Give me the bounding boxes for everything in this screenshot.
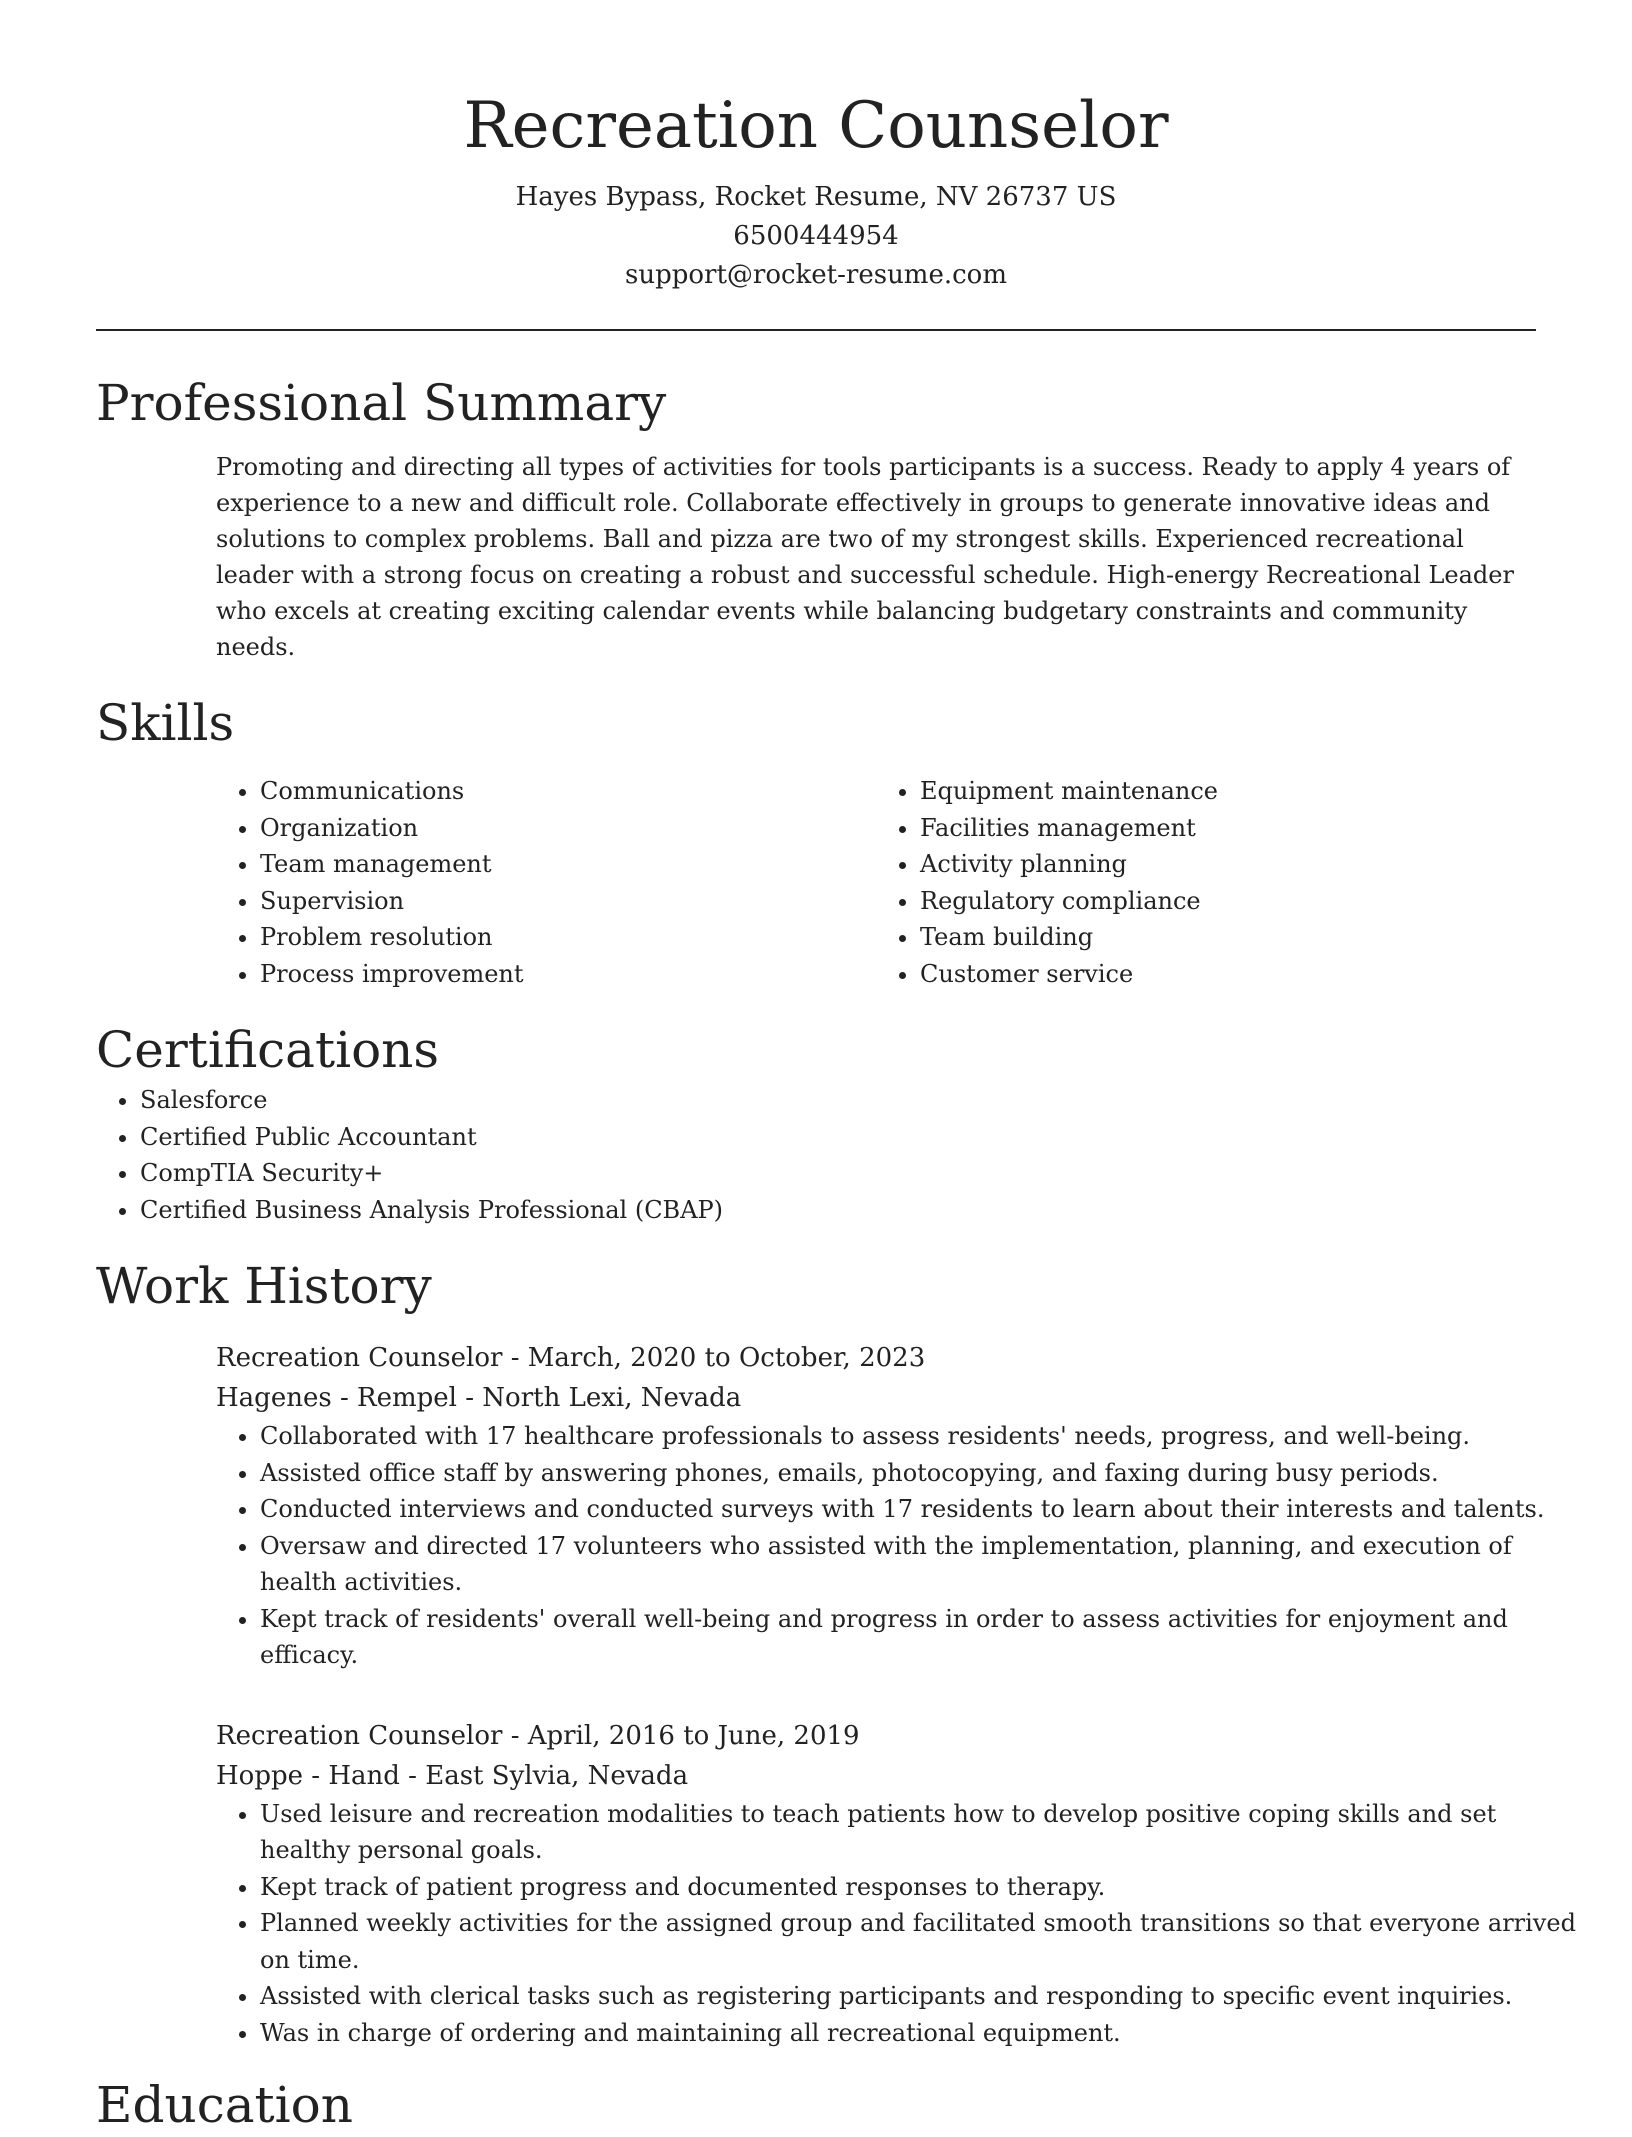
job-separator: - bbox=[502, 1343, 528, 1373]
skill-item: • Customer service bbox=[920, 956, 1536, 993]
resume-page bbox=[96, 0, 1576, 2137]
job-title-line bbox=[216, 1338, 1536, 1378]
job-duty: • Was in charge of ordering and maintaining all recreational equipment. bbox=[260, 2015, 1580, 2052]
certification-item: • Certified Public Accountant bbox=[140, 1119, 1536, 1156]
certification-item: • Certified Business Analysis Professional (CBAP) bbox=[140, 1192, 1536, 1229]
job-duty: • Conducted interviews and conducted surveys with 17 residents to learn about their interests and talents. bbox=[260, 1491, 1580, 1528]
skill-item: • Facilities management bbox=[920, 810, 1536, 847]
skill-item: • Team management bbox=[260, 846, 876, 883]
summary-text: Promoting and directing all types of activities for tools participants is a success. Ready to apply 4 years of experience to a new and difficult role. Collaborate effectively in groups to generate innovative ideas and solutions to complex problems. Ball and pizza are two of my strongest skills. Experienced recreational leader with a strong focus on creating a robust and successful schedule. High-energy Recreational Leader who excels at creating exciting calendar events while balancing budgetary constraints and community needs. bbox=[216, 453, 1514, 661]
job-duties-list bbox=[216, 1796, 1580, 2052]
header-divider bbox=[96, 329, 1536, 331]
job-duty: • Used leisure and recreation modalities to teach patients how to develop positive coping skills and set healthy personal goals. bbox=[260, 1796, 1580, 1869]
job-dates: April, 2016 to June, 2019 bbox=[527, 1720, 860, 1751]
job-company: Hoppe - Hand bbox=[216, 1760, 400, 1791]
skill-item: • Communications bbox=[260, 773, 876, 810]
job-location: East Sylvia, Nevada bbox=[425, 1760, 689, 1791]
job-title: Recreation Counselor bbox=[216, 1343, 503, 1373]
job-location: North Lexi, Nevada bbox=[482, 1383, 742, 1413]
job-company-line bbox=[216, 1378, 1536, 1418]
job-duty: • Kept track of patient progress and documented responses to therapy. bbox=[260, 1869, 1580, 1906]
job-separator: - bbox=[502, 1720, 528, 1751]
job-company: Hagenes - Rempel bbox=[216, 1383, 457, 1413]
education-heading: Education bbox=[96, 2076, 353, 2134]
certification-item: • Salesforce bbox=[140, 1082, 1536, 1119]
skill-item: • Organization bbox=[260, 810, 876, 847]
skill-item: • Activity planning bbox=[920, 846, 1536, 883]
job-title-line bbox=[216, 1716, 1536, 1756]
skill-item: • Problem resolution bbox=[260, 919, 876, 956]
skills-list-right bbox=[876, 773, 1536, 992]
job-separator: - bbox=[456, 1383, 483, 1413]
resume-header bbox=[96, 0, 1536, 295]
job-duty: • Kept track of residents' overall well-being and progress in order to assess activities for enjoyment and efficacy. bbox=[260, 1601, 1580, 1674]
job-duty: • Planned weekly activities for the assigned group and facilitated smooth transitions so that everyone arrived on time. bbox=[260, 1905, 1580, 1978]
skill-item: • Team building bbox=[920, 919, 1536, 956]
job-entry bbox=[216, 1338, 1545, 1674]
job-separator: - bbox=[399, 1760, 426, 1791]
job-title: Recreation Counselor bbox=[216, 1720, 503, 1751]
work-history-heading: Work History bbox=[96, 1257, 432, 1315]
skills-grid bbox=[216, 773, 1536, 992]
candidate-name: Recreation Counselor bbox=[463, 89, 1169, 163]
skills-heading: Skills bbox=[96, 694, 235, 752]
contact-phone: 6500444954 bbox=[733, 221, 899, 251]
job-company-line bbox=[216, 1756, 1536, 1796]
summary-heading: Professional Summary bbox=[96, 374, 667, 432]
job-duty: • Collaborated with 17 healthcare professionals to assess residents' needs, progress, and well-being. bbox=[260, 1418, 1580, 1455]
skills-list-left bbox=[216, 773, 876, 992]
certification-item: • CompTIA Security+ bbox=[140, 1155, 1536, 1192]
contact-email: support@rocket-resume.com bbox=[624, 260, 1007, 290]
job-duty: • Assisted with clerical tasks such as registering participants and responding to specific event inquiries. bbox=[260, 1978, 1580, 2015]
skill-item: • Equipment maintenance bbox=[920, 773, 1536, 810]
job-entry bbox=[216, 1716, 1576, 2052]
job-duty: • Assisted office staff by answering phones, emails, photocopying, and faxing during busy periods. bbox=[260, 1455, 1580, 1492]
certifications-list bbox=[96, 1082, 1536, 1228]
skill-item: • Process improvement bbox=[260, 956, 876, 993]
contact-address: Hayes Bypass, Rocket Resume, NV 26737 US bbox=[515, 182, 1117, 212]
job-dates: March, 2020 to October, 2023 bbox=[527, 1343, 926, 1373]
job-duty: • Oversaw and directed 17 volunteers who assisted with the implementation, planning, and execution of health activities. bbox=[260, 1528, 1580, 1601]
skill-item: • Regulatory compliance bbox=[920, 883, 1536, 920]
job-duties-list bbox=[216, 1418, 1580, 1674]
skill-item: • Supervision bbox=[260, 883, 876, 920]
certifications-heading: Certifications bbox=[96, 1021, 440, 1079]
